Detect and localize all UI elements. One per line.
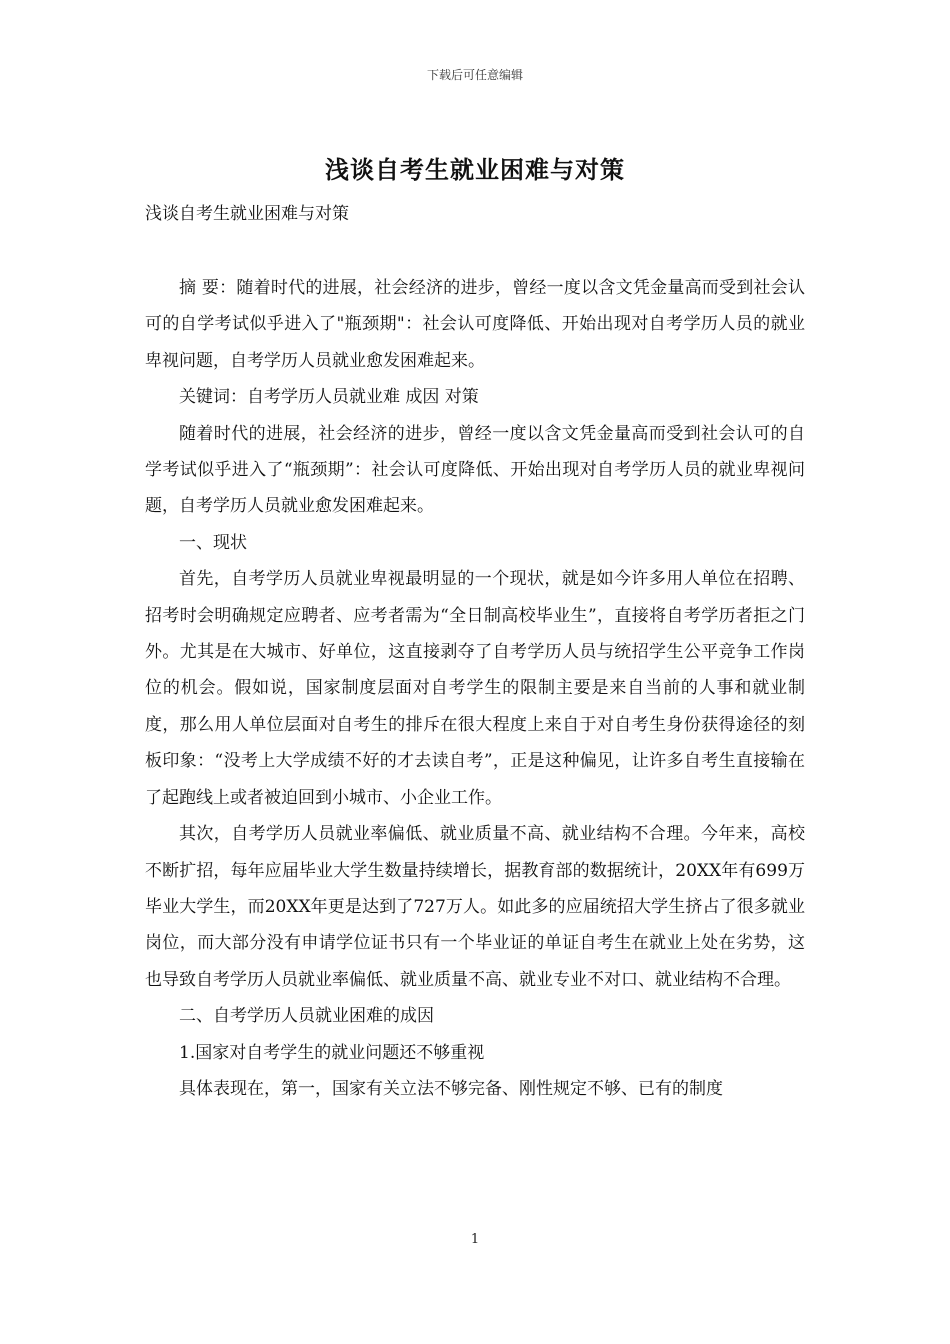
keywords-paragraph: 关键词：自考学历人员就业难 成因 对策 bbox=[179, 387, 479, 408]
subsection-heading: 1.国家对自考学生的就业问题还不够重视 bbox=[179, 1042, 485, 1063]
page-number: 1 bbox=[470, 1232, 480, 1247]
intro-paragraph: 随着时代的进展，社会经济的进步，曾经一度以含文凭金量高而受到社会认可的自学考试似乎进入了“瓶颈期”：社会认可度降低、开始出现对自考学历人员的就业卑视问题，自考学历人员就业愈发困难起来。 bbox=[145, 423, 805, 517]
body-paragraph: 首先，自考学历人员就业卑视最明显的一个现状，就是如今许多用人单位在招聘、招考时会明确规定应聘者、应考者需为“全日制高校毕业生”，直接将自考学历者拒之门外。尤其是在大城市、好单位，这直接剥夺了自考学历人员与统招学生公平竞争工作岗位的机会。假如说，国家制度层面对自考学生的限制主要是来自当前的人事和就业制度，那么用人单位层面对自考生的排斥在很大程度上来自于对自考生身份获得途径的刻板印象：“没考上大学成绩不好的才去读自考”，正是这种偏见，让许多自考生直接输在了起跑线上或者被迫回到小城市、小企业工作。 bbox=[145, 569, 805, 808]
header-note: 下载后可任意编辑 bbox=[426, 68, 523, 82]
section-heading-status: 一、现状 bbox=[179, 532, 247, 553]
abstract-paragraph: 摘 要：随着时代的进展，社会经济的进步，曾经一度以含文凭金量高而受到社会认可的自学考试似乎进入了"瓶颈期"：社会认可度降低、开始出现对自考学历人员的就业卑视问题，自考学历人员就业愈发困难起来。 bbox=[145, 278, 805, 371]
body-paragraph: 其次，自考学历人员就业率偏低、就业质量不高、就业结构不合理。今年来，高校不断扩招，每年应届毕业大学生数量持续增长，据教育部的数据统计，20XX年有699万毕业大学生，而20XX年更是达到了727万人。如此多的应届统招大学生挤占了很多就业岗位，而大部分没有申请学位证书只有一个毕业证的单证自考生在就业上处在劣势，这也导致自考学历人员就业率偏低、就业质量不高、就业专业不对口、就业结构不合理。 bbox=[145, 824, 805, 990]
body-paragraph: 具体表现在，第一，国家有关立法不够完备、刚性规定不够、已有的制度 bbox=[179, 1078, 723, 1099]
document-title: 浅谈自考生就业困难与对策 bbox=[325, 155, 625, 184]
document-body bbox=[145, 270, 805, 1107]
section-heading-causes: 二、自考学历人员就业困难的成因 bbox=[179, 1006, 434, 1027]
document-subtitle: 浅谈自考生就业困难与对策 bbox=[145, 204, 349, 224]
